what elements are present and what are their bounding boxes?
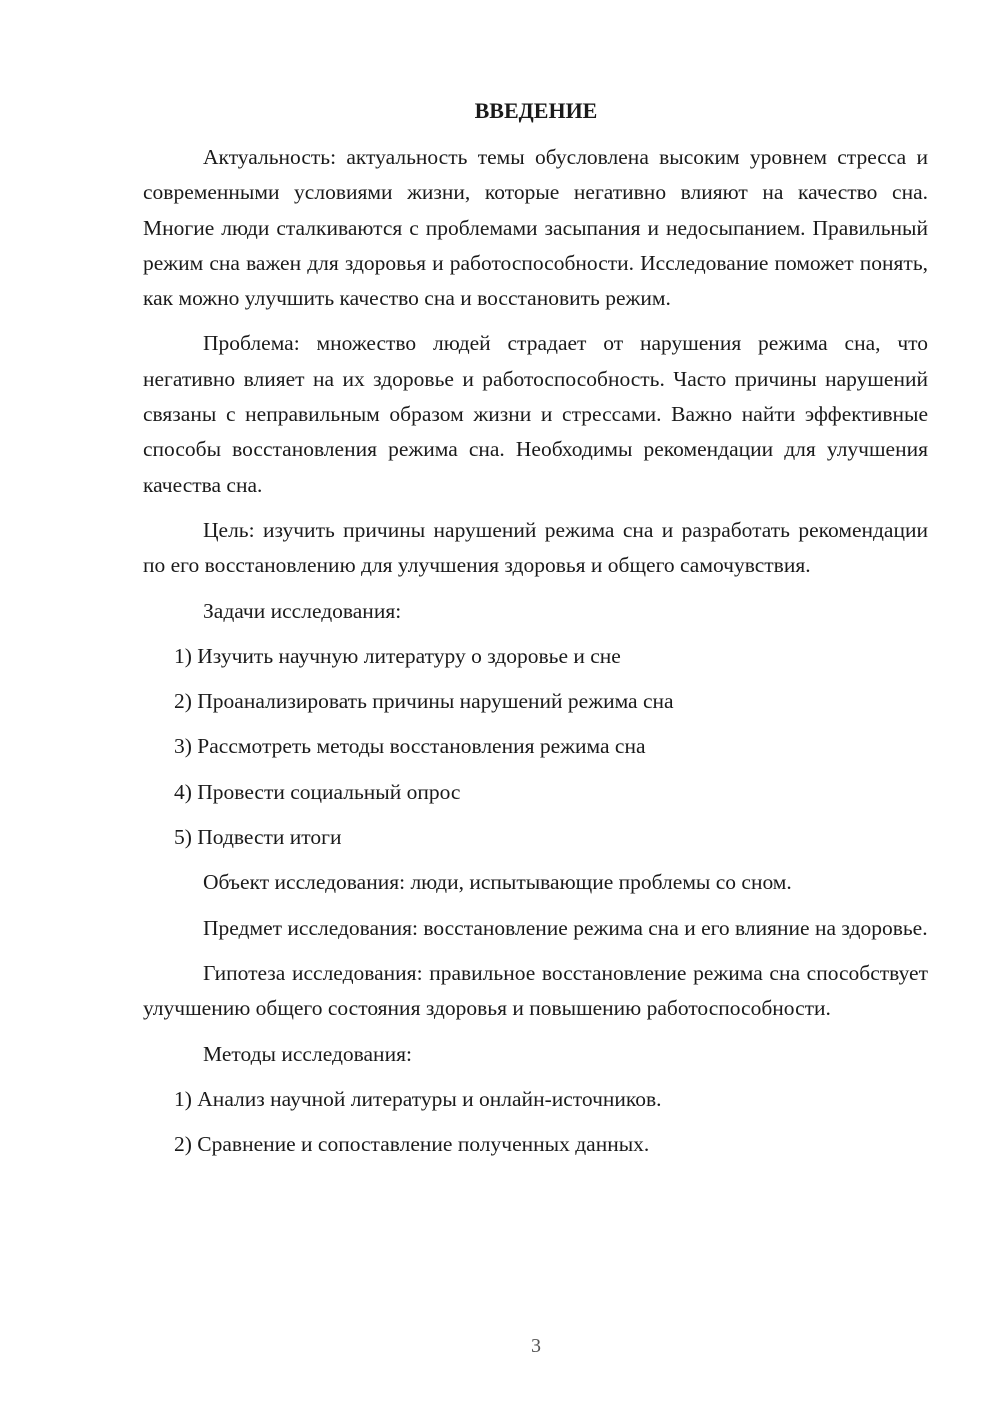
list-item: 1) Анализ научной литературы и онлайн-источников. — [174, 1086, 662, 1111]
hypothesis-paragraph: Гипотеза исследования: правильное восстановление режима сна способствует улучшению общего состояния здоровья и повышению работоспособности. — [143, 960, 928, 1021]
tasks-heading: Задачи исследования: — [203, 598, 402, 623]
list-item: 1) Изучить научную литературу о здоровье и сне — [174, 643, 621, 668]
goal-paragraph: Цель: изучить причины нарушений режима сна и разработать рекомендации по его восстановлению для улучшения здоровья и общего самочувствия. — [143, 517, 928, 578]
page-number: 3 — [531, 1335, 541, 1357]
page-title: ВВЕДЕНИЕ — [474, 98, 598, 123]
relevance-paragraph: Актуальность: актуальность темы обусловлена высоким уровнем стресса и современными условиями жизни, которые негативно влияют на качество сна. Многие люди сталкиваются с проблемами засыпания и недосыпанием. Правильный режим сна важен для здоровья и работоспособности. Исследование поможет понять, как можно улучшить качество сна и восстановить режим. — [143, 145, 928, 311]
document-body — [143, 140, 928, 1172]
object-paragraph: Объект исследования: люди, испытывающие проблемы со сном. — [203, 870, 792, 895]
tasks-list — [143, 639, 928, 855]
problem-paragraph: Проблема: множество людей страдает от нарушения режима сна, что негативно влияет на их здоровье и работоспособность. Часто причины нарушений связаны с неправильным образом жизни и стрессами. Важно найти эффективные способы восстановления режима сна. Необходимы рекомендации для улучшения качества сна. — [143, 331, 928, 497]
methods-list — [143, 1082, 928, 1163]
list-item: 2) Проанализировать причины нарушений режима сна — [174, 689, 674, 714]
list-item: 3) Рассмотреть методы восстановления режима сна — [174, 734, 646, 759]
list-item: 5) Подвести итоги — [174, 825, 342, 850]
subject-paragraph: Предмет исследования: восстановление режима сна и его влияние на здоровье. — [203, 915, 928, 940]
methods-heading: Методы исследования: — [203, 1041, 412, 1066]
list-item: 2) Сравнение и сопоставление полученных данных. — [174, 1132, 650, 1157]
list-item: 4) Провести социальный опрос — [174, 779, 461, 804]
